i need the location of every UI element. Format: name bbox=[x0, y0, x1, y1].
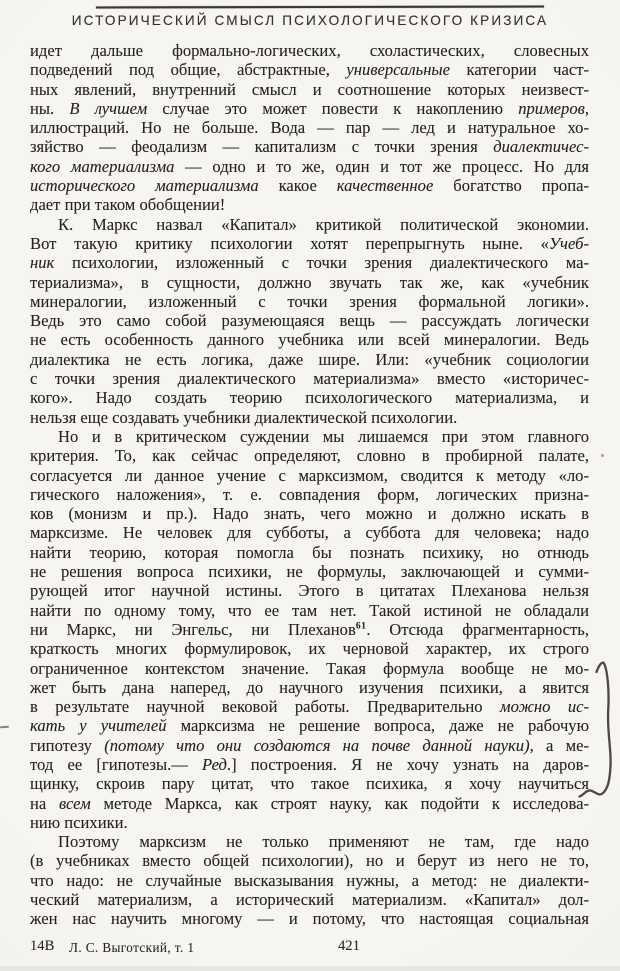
text-run: критерия. То, как сейчас определяют, словно в пробирной палате, bbox=[30, 446, 589, 466]
text-line bbox=[30, 99, 589, 118]
text-run: гипотезу bbox=[30, 735, 105, 755]
header-rule bbox=[96, 6, 544, 9]
text-run: Поэтому марксизм не только применяют не там, где надо bbox=[58, 832, 589, 852]
paragraph bbox=[30, 215, 589, 427]
page-number: 421 bbox=[338, 938, 360, 954]
text-line bbox=[30, 466, 589, 485]
text-line bbox=[30, 369, 589, 388]
text-run: Учеб- bbox=[548, 233, 589, 253]
text-run: на bbox=[30, 793, 60, 813]
text-run: ных явлений, внутренний смысл и соотношение которых неизвест- bbox=[30, 79, 589, 99]
paragraph bbox=[30, 832, 589, 928]
text-run: методе Маркса, как строят науку, как подойти к исследова- bbox=[90, 793, 589, 813]
text-line bbox=[30, 41, 589, 60]
author-volume: Л. С. Выготский, т. 1 bbox=[69, 939, 195, 955]
edition-mark: 14В bbox=[30, 938, 55, 954]
text-run: подведений под общие, абстрактные, bbox=[30, 60, 347, 80]
text-run: можно ис- bbox=[500, 697, 589, 717]
text-run: Вот такую критику психологии хотят перепрыгнуть ныне. « bbox=[30, 233, 549, 253]
text-run: качественное bbox=[336, 176, 434, 196]
text-line bbox=[30, 215, 589, 234]
running-head: ИСТОРИЧЕСКИЙ СМЫСЛ ПСИХОЛОГИЧЕСКОГО КРИЗИСА bbox=[71, 13, 549, 28]
text-run: не решения вопроса психики, не формулы, заключающей и сумми- bbox=[30, 562, 589, 582]
paragraph bbox=[30, 41, 589, 215]
text-line bbox=[30, 523, 589, 542]
text-run: (в учебниках вместо общей психологии), но и берут из него не то, bbox=[30, 851, 589, 871]
text-line bbox=[30, 736, 589, 755]
text-line bbox=[30, 80, 589, 99]
text-line bbox=[30, 157, 589, 176]
text-line bbox=[30, 350, 589, 369]
text-line bbox=[30, 755, 589, 774]
text-run: кого». Надо создать теорию психологического материализма, и bbox=[30, 388, 589, 408]
ink-dot-mark bbox=[601, 454, 604, 457]
text-run: . Отсюда фрагментарность, bbox=[366, 619, 589, 639]
text-run: жен нас научить многому — и потому, что настоящая социальная bbox=[30, 909, 589, 929]
text-line bbox=[30, 330, 589, 349]
text-line bbox=[30, 234, 589, 253]
text-run: зяйство — феодализм — капитализм с точки зрения bbox=[30, 137, 494, 157]
paragraph bbox=[30, 427, 589, 832]
text-line bbox=[30, 601, 589, 620]
footnote-reference: 61 bbox=[355, 621, 367, 632]
text-run: диалектичес- bbox=[493, 137, 589, 157]
text-run: богатство пропа- bbox=[433, 176, 589, 196]
text-run: ков (монизм и пр.). Надо знать, чего можно и должно искать в bbox=[30, 504, 589, 524]
text-line bbox=[30, 871, 589, 890]
text-run: Ведь это само собой разумеющаяся вещь — рассуждать логически bbox=[30, 311, 589, 331]
text-run: случае это может повести к накоплению bbox=[147, 98, 519, 118]
text-run: диалектика не есть логика, даже шире. Или: «учебник социологии bbox=[30, 349, 589, 369]
text-run: ограниченное контекстом значение. Такая формула вообще не мо- bbox=[30, 658, 589, 678]
text-run: териализма», в сущности, должно звучать так же, как «учебник bbox=[30, 272, 589, 292]
text-run: нельзя еще создавать учебники диалектической психологии. bbox=[30, 407, 458, 427]
text-line bbox=[30, 195, 589, 214]
text-line bbox=[30, 659, 589, 678]
text-run: , bbox=[584, 98, 589, 118]
text-line bbox=[30, 273, 589, 292]
text-run: дает при таком обобщении! bbox=[30, 195, 226, 215]
text-line bbox=[30, 388, 589, 407]
text-line bbox=[30, 620, 589, 639]
text-line bbox=[30, 890, 589, 909]
text-run: иллюстраций. Но не больше. Вода — пар — лед и натуральное хо- bbox=[30, 118, 589, 138]
text-run: какое bbox=[258, 176, 337, 196]
text-run: минералогии, изложенный с точки зрения формальной логики». bbox=[30, 291, 589, 311]
text-line bbox=[30, 774, 589, 793]
text-run: ник bbox=[30, 253, 55, 273]
text-line bbox=[30, 137, 589, 156]
text-line bbox=[30, 485, 589, 504]
text-run: кать у учителей bbox=[30, 716, 167, 736]
text-line bbox=[30, 832, 589, 851]
text-run: в результате научной вековой работы. Предварительно bbox=[30, 697, 500, 717]
text-run: рующей итог научной истины. Этого в цитатах Плеханова нельзя bbox=[30, 581, 589, 601]
text-line bbox=[30, 697, 589, 716]
text-run: категории част- bbox=[450, 60, 589, 80]
text-run: найти по одному тому, что ее там нет. Такой истиной не обладали bbox=[30, 600, 589, 620]
text-run: кого материализма bbox=[30, 156, 175, 176]
text-run: Но и в критическом суждении мы лишаемся при этом главного bbox=[58, 426, 589, 446]
text-run: тод ее [гипотезы.— bbox=[30, 754, 203, 774]
text-run: жет быть дана наперед, до научного изучения психики, а явится bbox=[30, 677, 589, 697]
text-line bbox=[30, 716, 589, 735]
text-line bbox=[30, 408, 589, 427]
text-line bbox=[30, 909, 589, 928]
text-run: исторического материализма bbox=[30, 176, 259, 196]
text-run: нию психики. bbox=[30, 812, 128, 832]
text-line bbox=[30, 446, 589, 465]
text-line bbox=[30, 851, 589, 870]
text-run: с точки зрения диалектического материализма» вместо «историчес- bbox=[30, 369, 589, 389]
text-run: примеров bbox=[518, 98, 585, 118]
text-body bbox=[30, 41, 589, 929]
text-line bbox=[30, 562, 589, 581]
text-line bbox=[30, 427, 589, 446]
text-run: что надо: не случайные высказывания нужны, а метод: не диалекти- bbox=[30, 870, 589, 890]
text-line bbox=[30, 639, 589, 658]
text-run: , а ме- bbox=[529, 735, 589, 755]
text-line bbox=[30, 543, 589, 562]
text-run: психологии, изложенный с точки зрения диалектического ма- bbox=[54, 253, 589, 273]
text-run: согласуется ли данное учение с марксизмом, сводится к методу «ло- bbox=[30, 465, 589, 485]
text-run: найти теорию, которая помогла бы познать психику, но отнюдь bbox=[30, 542, 589, 562]
text-run: ни Маркс, ни Энгельс, ни Плеханов bbox=[30, 619, 356, 639]
text-run: универсальные bbox=[346, 60, 451, 80]
page-footer bbox=[30, 938, 589, 958]
text-line bbox=[30, 794, 589, 813]
text-run: ны. bbox=[30, 98, 70, 118]
text-line bbox=[30, 292, 589, 311]
pencil-dash-mark bbox=[0, 726, 9, 729]
text-run: краткость многих формулировок, их черновой характер, их строго bbox=[30, 639, 589, 659]
text-line bbox=[30, 813, 589, 832]
text-run: — одно и то же, один и тот же процесс. Но для bbox=[174, 156, 589, 176]
text-run: всем bbox=[59, 793, 91, 813]
text-line bbox=[30, 504, 589, 523]
text-run: Ред bbox=[202, 754, 227, 774]
text-run: (потому что они создаются на почве данной науки) bbox=[104, 735, 530, 755]
text-run: марксизме. Не человек для субботы, а суббота для человека; надо bbox=[30, 523, 589, 543]
text-run: идет дальше формально-логических, схоластических, словесных bbox=[30, 41, 589, 60]
text-line bbox=[30, 118, 589, 137]
text-line bbox=[30, 176, 589, 195]
text-run: гического наложения», т. е. совпадения форм, логических призна- bbox=[30, 484, 589, 504]
text-line bbox=[30, 311, 589, 330]
text-line bbox=[30, 60, 589, 79]
text-run: не есть особенность данного учебника или всей минералогии. Ведь bbox=[30, 330, 589, 350]
text-run: марксизма не решение вопроса, даже не рабочую bbox=[166, 716, 589, 736]
text-line bbox=[30, 678, 589, 697]
text-line bbox=[30, 253, 589, 272]
text-line bbox=[30, 581, 589, 600]
text-run: щинку, скроив пару цитат, что такое психика, я хочу научиться bbox=[30, 774, 589, 794]
text-run: .] построения. Я не хочу узнать на даров- bbox=[226, 754, 589, 774]
text-run: В лучшем bbox=[69, 98, 148, 118]
text-run: К. Маркс назвал «Капитал» критикой политической экономии. bbox=[58, 214, 589, 234]
text-run: ческий материализм, а исторический материализм. «Капитал» дол- bbox=[30, 890, 589, 910]
